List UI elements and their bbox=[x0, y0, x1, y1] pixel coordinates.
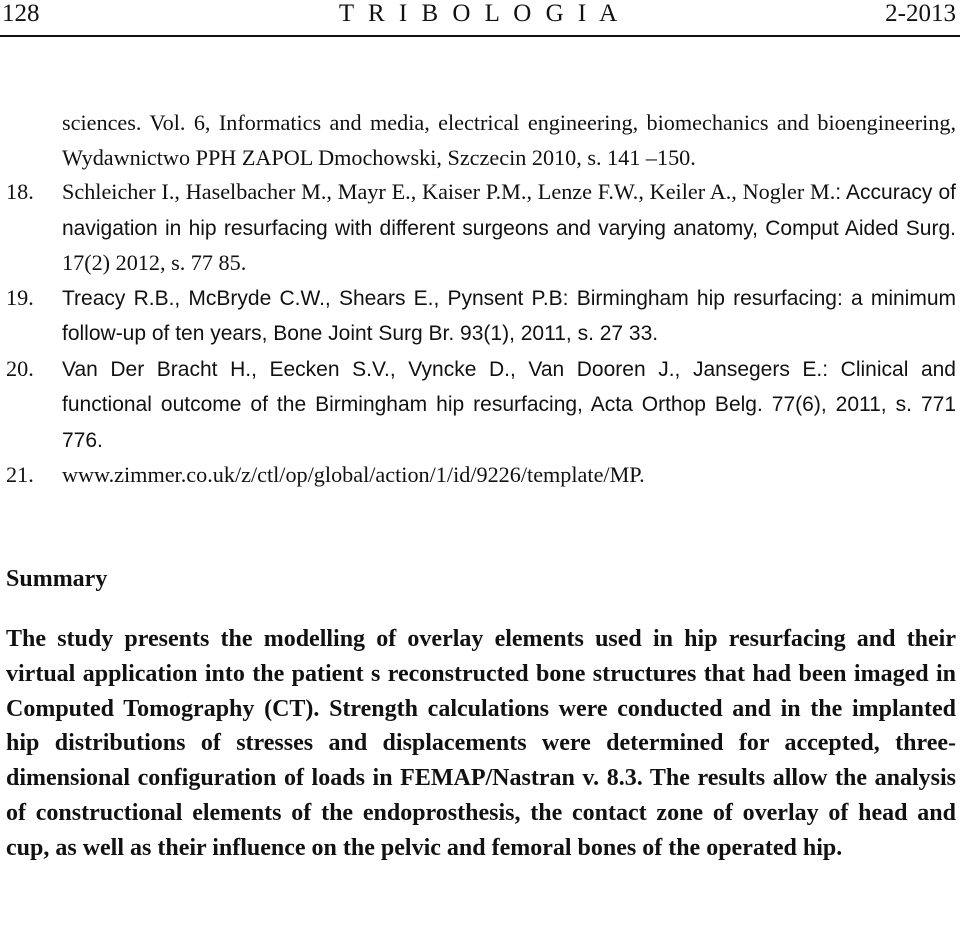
reference-text bbox=[62, 352, 956, 459]
reference-number: 19. bbox=[6, 284, 34, 310]
reference-segment: : Accuracy of navigation in hip resurfacing with different surgeons and varying anatomy, Comput Aided Surg. bbox=[62, 181, 956, 240]
reference-number: 20. bbox=[6, 355, 34, 381]
page-header bbox=[0, 0, 960, 34]
reference-text bbox=[62, 175, 956, 281]
reference-segment: sciences. Vol. 6, Informatics and media, electrical engineering, biomechanics and bioengineering, Wydawnictwo PPH ZAPOL Dmochowski, Szczecin 2010, s. 141 –150. bbox=[62, 110, 956, 170]
reference-item bbox=[0, 175, 960, 281]
reference-text bbox=[62, 106, 956, 175]
journal-title: T R I B O L O G I A bbox=[338, 0, 622, 27]
reference-item bbox=[0, 281, 960, 352]
reference-text bbox=[62, 458, 956, 493]
reference-segment: Treacy R.B., McBryde C.W., Shears E., Pynsent P.B: Birmingham hip resurfacing: a minimum follow-up of ten years, Bone Joint Surg Br. 93(1), 2011, s. 27 33. bbox=[62, 286, 956, 345]
reference-segment: Schleicher I., Haselbacher M., Mayr E., Kaiser P.M., Lenze F.W., Keiler A., Nogler M. bbox=[62, 179, 836, 204]
summary-text: The study presents the modelling of overlay elements used in hip resurfacing and their virtual application into the patient s reconstructed bone structures that had been imaged in Computed Tomography (CT). Strength calculations were conducted and in the implanted hip distributions of stresses and displacements were determined for accepted, three-dimensional configuration of loads in FEMAP/Nastran v. 8.3. The results allow the analysis of constructional elements of the endoprosthesis, the contact zone of overlay of head and cup, as well as their influence on the pelvic and femoral bones of the operated hip. bbox=[6, 626, 956, 861]
reference-segment: 17(2) 2012, s. 77 85. bbox=[62, 250, 247, 275]
reference-segment: www.zimmer.co.uk/z/ctl/op/global/action/1/id/9226/template/MP. bbox=[62, 462, 645, 487]
reference-item bbox=[0, 458, 960, 493]
issue-label: 2-2013 bbox=[885, 0, 956, 27]
reference-list bbox=[0, 106, 960, 493]
reference-text bbox=[62, 281, 956, 352]
reference-item bbox=[0, 352, 960, 459]
reference-number: 18. bbox=[6, 179, 34, 204]
summary-heading: Summary bbox=[6, 566, 108, 592]
reference-segment: Van Der Bracht H., Eecken S.V., Vyncke D., Van Dooren J., Jansegers E.: Clinical and functional outcome of the Birmingham hip resurfacing, Acta Orthop Belg. 77(6), 2011, s. 771 776. bbox=[62, 357, 956, 452]
reference-number: 21. bbox=[6, 462, 34, 487]
header-rule bbox=[0, 35, 960, 37]
reference-item bbox=[0, 106, 960, 175]
page-number: 128 bbox=[2, 0, 40, 27]
